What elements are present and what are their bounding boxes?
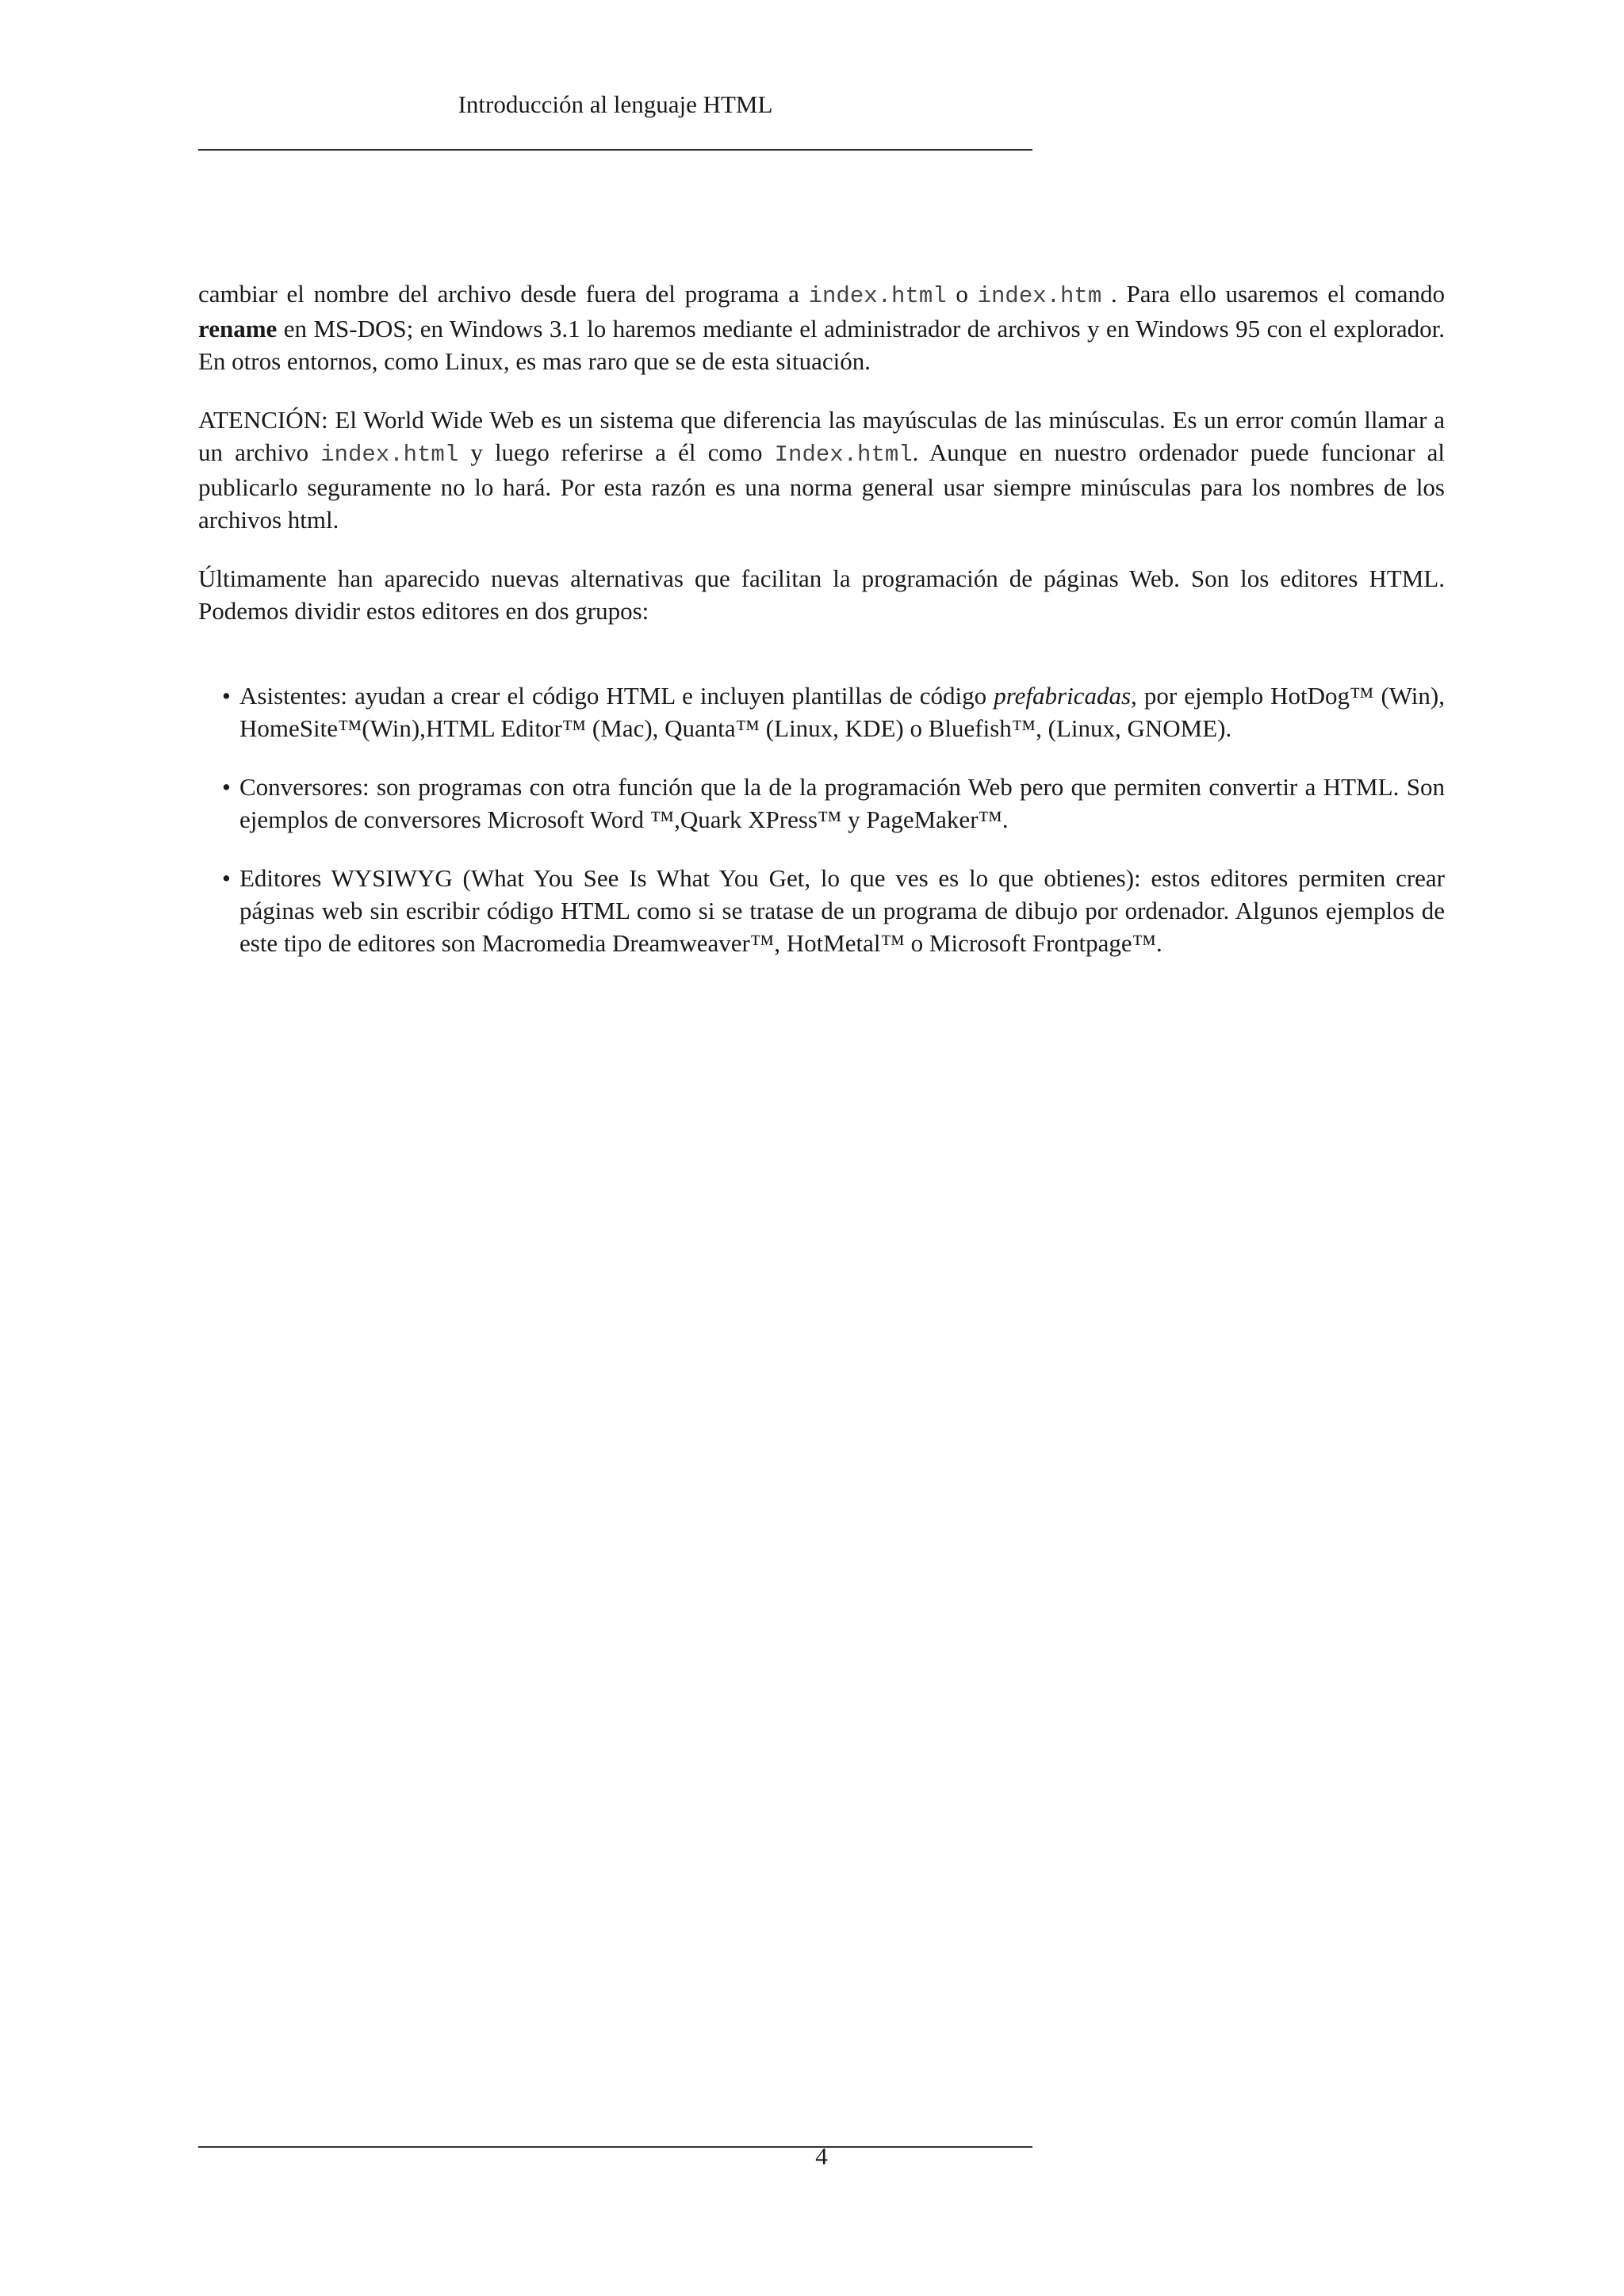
list-item-conversores xyxy=(198,771,1445,836)
list-item-wysiwyg xyxy=(198,862,1445,959)
bullet-icon: • xyxy=(222,682,231,710)
list-item-asistentes xyxy=(198,679,1445,744)
code-filename: index.html xyxy=(320,442,459,468)
text-run: . Aunque en nuestro ordenador puede funcionar al publicarlo seguramente no lo hará. Por esta razón es una norma general usar siempre minúsculas para los nombres de los archivos html. xyxy=(198,438,1445,534)
text-run: en MS-DOS; en Windows 3.1 lo haremos mediante el administrador de archivos y en Windows 95 con el explorador. En otros entornos, como Linux, es mas raro que se de esta situación. xyxy=(198,315,1445,375)
text-run: Asistentes: ayudan a crear el código HTML e incluyen plantillas de código xyxy=(239,682,994,710)
text-run: y luego referirse a él como xyxy=(458,438,775,466)
text-run: Editores WYSIWYG (What You See Is What You Get, lo que ves es lo que obtienes): estos editores permiten crear páginas web sin escribir código HTML como si se tratase de un programa de dibujo por ordenador. Algunos ejemplos de este tipo de editores son Macromedia Dreamweaver™, HotMetal™ o Microsoft Frontpage™. xyxy=(239,864,1445,957)
paragraph-rename xyxy=(198,277,1445,377)
text-run: ATENCIÓN: El World Wide Web es un sistema que diferencia las mayúsculas de las minúsculas. Es un error común llamar a un archivo xyxy=(198,406,1445,466)
text-run: o xyxy=(946,280,978,308)
italic-term: prefabricadas xyxy=(994,682,1132,710)
page-header-title: Introducción al lenguaje HTML xyxy=(458,90,773,118)
code-filename: Index.html xyxy=(774,442,913,468)
editor-groups-list xyxy=(198,679,1445,959)
header-divider xyxy=(198,149,1032,151)
paragraph-attention xyxy=(198,404,1445,536)
text-run: . Para ello usaremos el comando xyxy=(1101,280,1445,308)
code-filename: index.htm xyxy=(977,283,1102,309)
text-run: cambiar el nombre del archivo desde fuera del programa a xyxy=(198,280,809,308)
paragraph-editors-intro: Últimamente han aparecido nuevas alternativas que facilitan la programación de páginas Web. Son los editores HTML. Podemos dividir estos editores en dos grupos: xyxy=(198,564,1445,625)
document-body xyxy=(198,277,1445,985)
text-run: Conversores: son programas con otra función que la de la programación Web pero que permiten convertir a HTML. Son ejemplos de conversores Microsoft Word ™,Quark XPress™ y PageMaker™. xyxy=(239,773,1445,833)
bold-command: rename xyxy=(198,315,278,342)
page-number: 4 xyxy=(815,2142,828,2170)
bullet-icon: • xyxy=(222,773,231,801)
bullet-icon: • xyxy=(222,864,231,892)
code-filename: index.html xyxy=(808,283,947,309)
text-run: , por ejemplo HotDog™ (Win), HomeSite™(Win),HTML Editor™ (Mac), Quanta™ (Linux, KDE) o Bluefish™, (Linux, GNOME). xyxy=(239,682,1445,742)
